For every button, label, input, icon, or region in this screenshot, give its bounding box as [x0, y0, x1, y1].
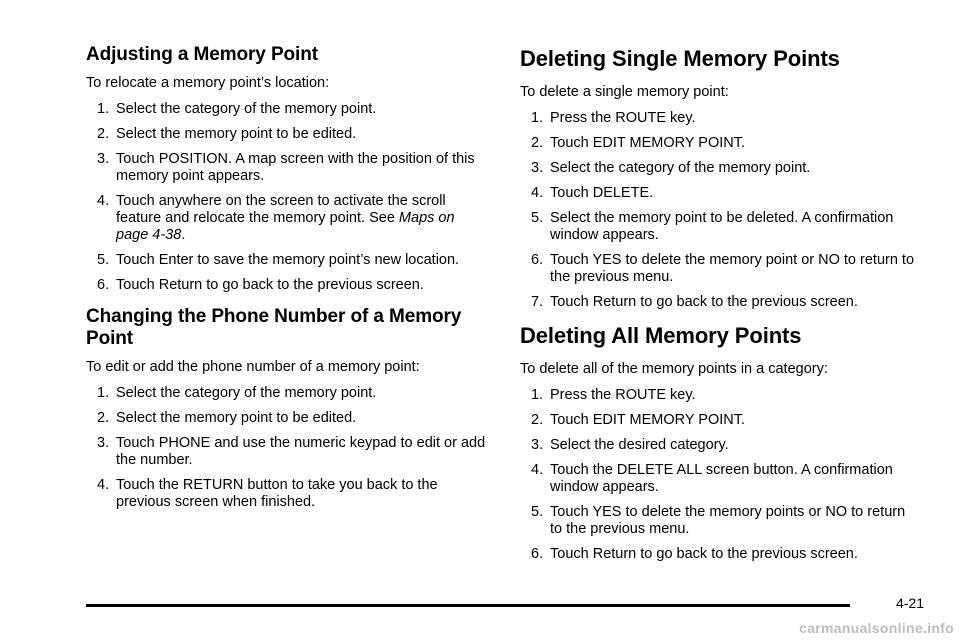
step-item	[86, 477, 486, 511]
step-text: Touch EDIT MEMORY POINT.	[550, 135, 745, 151]
step-item	[86, 126, 486, 143]
step-text: Press the ROUTE key.	[550, 110, 696, 126]
step-number: 4.	[97, 477, 110, 493]
step-item	[86, 252, 486, 269]
step-number: 1.	[531, 387, 544, 403]
step-item	[520, 546, 920, 563]
step-number: 2.	[97, 126, 110, 142]
section-heading: Changing the Phone Number of a Memory Point	[86, 306, 462, 349]
step-item	[520, 412, 920, 429]
step-text: Touch PHONE and use the numeric keypad to edit or add the number.	[116, 435, 486, 468]
step-item	[520, 185, 920, 202]
step-text: Select the category of the memory point.	[550, 160, 811, 176]
right-column	[520, 46, 920, 571]
step-number: 2.	[97, 410, 110, 426]
step-text: Touch POSITION. A map screen with the position of this memory point appears.	[116, 151, 475, 184]
step-item	[520, 210, 920, 244]
maps-page-reference-link[interactable]: Maps on page 4-38	[116, 210, 455, 243]
step-list	[520, 110, 920, 311]
step-item	[86, 435, 486, 469]
step-number: 6.	[97, 277, 110, 293]
step-item	[520, 462, 920, 496]
step-text: Touch Return to go back to the previous screen.	[550, 546, 858, 562]
step-text: Touch DELETE.	[550, 185, 654, 201]
step-text: Touch EDIT MEMORY POINT.	[550, 412, 745, 428]
section-intro: To relocate a memory point’s location:	[86, 75, 330, 91]
step-number: 3.	[97, 151, 110, 167]
step-text-end: .	[181, 227, 186, 243]
step-item	[520, 160, 920, 177]
step-text: Select the category of the memory point.	[116, 101, 377, 117]
step-text: Touch anywhere on the screen to activate the scroll feature and relocate the memory point. See	[116, 193, 446, 226]
step-item	[86, 385, 486, 402]
step-item	[520, 110, 920, 127]
step-item	[86, 101, 486, 118]
footer-divider	[86, 604, 850, 607]
step-number: 7.	[531, 294, 544, 310]
step-number: 2.	[531, 135, 544, 151]
section-intro: To delete all of the memory points in a category:	[520, 361, 828, 377]
section-deleting-single-memory-points	[520, 46, 920, 311]
step-number: 5.	[531, 210, 544, 226]
step-number: 1.	[531, 110, 544, 126]
step-number: 4.	[531, 185, 544, 201]
step-number: 4.	[531, 462, 544, 478]
section-heading: Deleting All Memory Points	[520, 323, 802, 348]
section-intro: To edit or add the phone number of a memory point:	[86, 359, 420, 375]
step-number: 5.	[97, 252, 110, 268]
step-text: Touch Enter to save the memory point’s new location.	[116, 252, 460, 268]
step-item	[520, 437, 920, 454]
step-item	[86, 151, 486, 185]
watermark-text: carmanualsonline.info	[799, 620, 954, 636]
step-text: Press the ROUTE key.	[550, 387, 696, 403]
step-text: Touch Return to go back to the previous screen.	[116, 277, 424, 293]
section-intro: To delete a single memory point:	[520, 84, 729, 100]
step-list	[520, 387, 920, 563]
step-item	[86, 193, 486, 244]
step-number: 5.	[531, 504, 544, 520]
step-number: 6.	[531, 546, 544, 562]
step-item	[520, 252, 920, 286]
step-text: Touch Return to go back to the previous screen.	[550, 294, 858, 310]
page-number: 4-21	[895, 595, 924, 611]
step-item	[520, 504, 920, 538]
step-item	[520, 135, 920, 152]
left-column	[86, 44, 486, 519]
step-number: 1.	[97, 385, 110, 401]
step-text: Touch the RETURN button to take you back to the previous screen when finished.	[116, 477, 438, 510]
step-number: 2.	[531, 412, 544, 428]
step-number: 3.	[97, 435, 110, 451]
step-text: Select the memory point to be edited.	[116, 126, 357, 142]
step-number: 1.	[97, 101, 110, 117]
step-text: Select the category of the memory point.	[116, 385, 377, 401]
step-text: Select the memory point to be deleted. A confirmation window appears.	[550, 210, 894, 243]
section-changing-phone-number	[86, 306, 486, 511]
step-list	[86, 101, 486, 294]
step-text: Touch YES to delete the memory point or NO to return to the previous menu.	[550, 252, 915, 285]
step-text: Touch YES to delete the memory points or NO to return to the previous menu.	[550, 504, 906, 537]
step-number: 3.	[531, 437, 544, 453]
step-item	[86, 277, 486, 294]
step-number: 3.	[531, 160, 544, 176]
step-list	[86, 385, 486, 511]
step-text: Touch the DELETE ALL screen button. A confirmation window appears.	[550, 462, 893, 495]
section-deleting-all-memory-points	[520, 323, 920, 563]
step-item	[520, 294, 920, 311]
section-heading: Adjusting a Memory Point	[86, 44, 318, 65]
section-adjusting-memory-point	[86, 44, 486, 294]
step-item	[86, 410, 486, 427]
step-text: Select the memory point to be edited.	[116, 410, 357, 426]
step-item	[520, 387, 920, 404]
step-text: Select the desired category.	[550, 437, 729, 453]
section-heading: Deleting Single Memory Points	[520, 46, 840, 71]
step-number: 6.	[531, 252, 544, 268]
step-number: 4.	[97, 193, 110, 209]
